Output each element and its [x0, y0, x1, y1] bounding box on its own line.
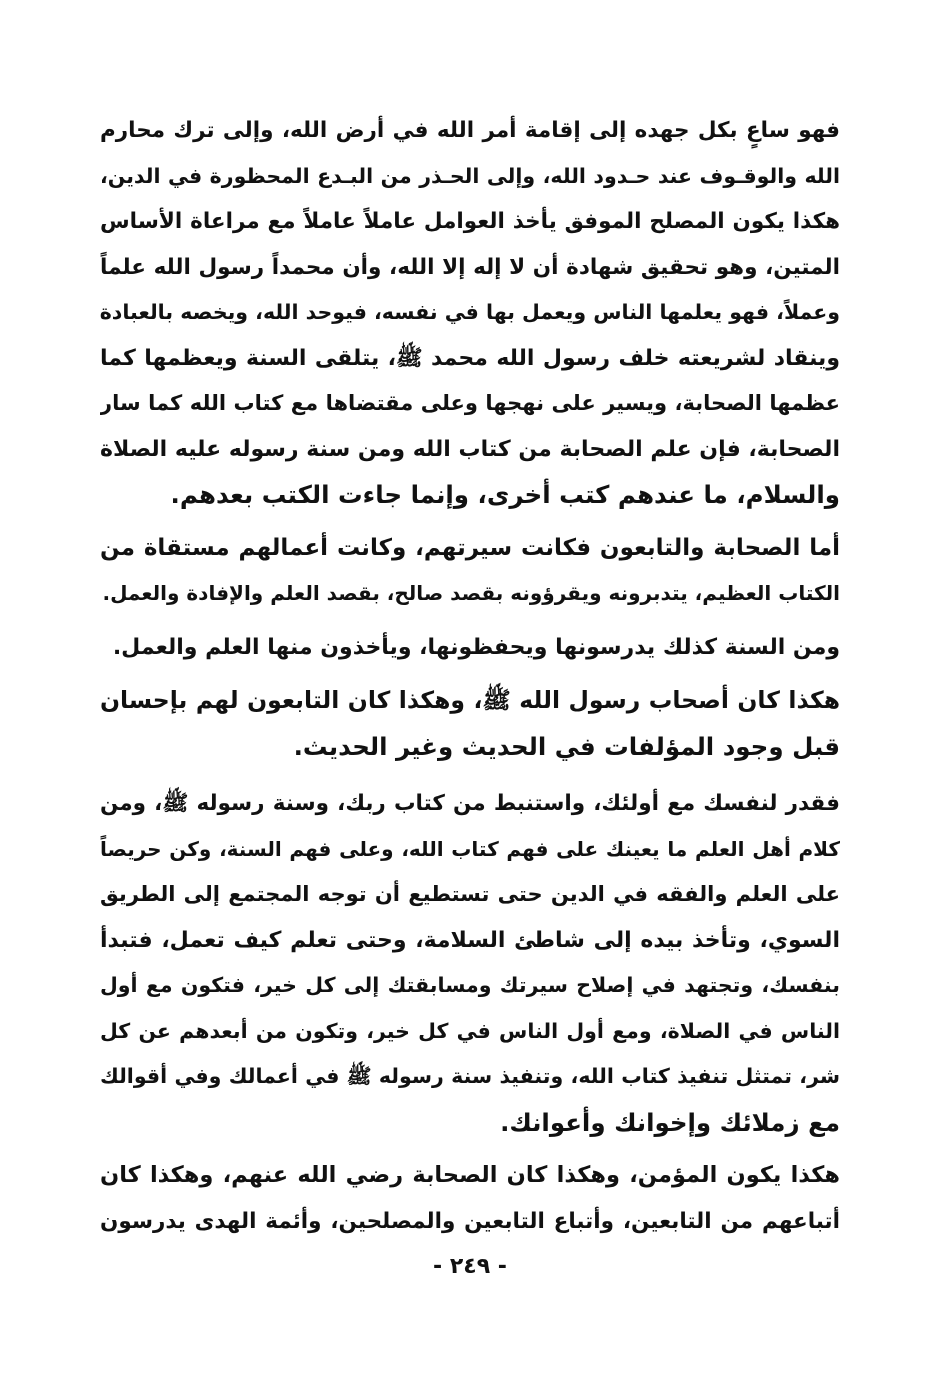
text-line: والسلام، ما عندهم كتب أخرى، وإنما جاءت الكتب بعدهم.	[170, 480, 840, 509]
paragraph-4	[100, 678, 840, 769]
text-line: على العلم والفقه في الدين حتى تستطيع أن توجه المجتمع إلى الطريق	[100, 882, 840, 906]
paragraph-2	[100, 526, 840, 617]
page-body	[100, 108, 840, 1252]
text-line: وينقاد لشريعته خلف رسول الله محمد ﷺ، يتلقى السنة ويعظمها كما	[100, 345, 840, 371]
text-line: وعملاً، فهو يعلمها الناس ويعمل بها في نفسه، فيوحد الله، ويخصه بالعبادة	[100, 300, 840, 324]
text-line: المتين، وهو تحقيق شهادة أن لا إله إلا الله، وأن محمداً رسول الله علماً	[100, 254, 840, 280]
page-number: - ٢٤٩ -	[433, 1254, 507, 1279]
paragraph-3	[100, 625, 840, 671]
paragraph-5	[100, 781, 840, 1145]
text-line: فهو ساعٍ بكل جهده إلى إقامة أمر الله في أرض الله، وإلى ترك محارم	[100, 118, 840, 143]
text-line: السوي، وتأخذ بيده إلى شاطئ السلامة، وحتى تعلم كيف تعمل، فتبدأ	[100, 927, 840, 953]
text-line: قبل وجود المؤلفات في الحديث وغير الحديث.	[293, 731, 840, 761]
text-line: كلام أهل العلم ما يعينك على فهم كتاب الله، وعلى فهم السنة، وكن حريصاً	[100, 836, 840, 861]
text-line: الناس في الصلاة، ومع أول الناس في كل خير، وتكون من أبعدهم عن كل	[100, 1018, 840, 1043]
text-line: الله والوقـوف عند حـدود الله، وإلى الحـذر من البـدع المحظورة في الدين،	[100, 163, 840, 188]
paragraph-6	[100, 1153, 840, 1244]
text-line: أتباعهم من التابعين، وأتباع التابعين والمصلحين، وأئمة الهدى يدرسون	[100, 1208, 840, 1234]
text-line: الكتاب العظيم، يتدبرونه ويقرؤونه بقصد صالح، بقصد العلم والإفادة والعمل.	[102, 581, 840, 605]
text-line: شر، تمتثل تنفيذ كتاب الله، وتنفيذ سنة رسوله ﷺ في أعمالك وفي أقوالك	[100, 1064, 840, 1088]
text-line: ومن السنة كذلك يدرسونها ويحفظونها، ويأخذون منها العلم والعمل.	[112, 634, 840, 660]
text-line: مع زملائك وإخوانك وأعوانك.	[500, 1107, 840, 1137]
text-line: بنفسك، وتجتهد في إصلاح سيرتك ومسابقتك إلى كل خير، فتكون مع أول	[100, 973, 840, 997]
text-line: هكذا كان أصحاب رسول الله ﷺ، وهكذا كان التابعون لهم بإحسان	[100, 686, 840, 714]
text-line: هكذا يكون المصلح الموفق يأخذ العوامل عاملاً عاملاً مع مراعاة الأساس	[100, 209, 840, 234]
text-line: هكذا يكون المؤمن، وهكذا كان الصحابة رضي الله عنهم، وهكذا كان	[100, 1162, 840, 1188]
text-line: أما الصحابة والتابعون فكانت سيرتهم، وكانت أعمالهم مستقاة من	[100, 534, 840, 561]
paragraph-1	[100, 108, 840, 518]
text-line: عظمها الصحابة، ويسير على نهجها وعلى مقتضاها مع كتاب الله كما سار	[100, 391, 840, 415]
text-line: فقدر لنفسك مع أولئك، واستنبط من كتاب ربك، وسنة رسوله ﷺ، ومن	[100, 791, 840, 816]
text-line: الصحابة، فإن علم الصحابة من كتاب الله ومن سنة رسوله عليه الصلاة	[100, 436, 840, 462]
